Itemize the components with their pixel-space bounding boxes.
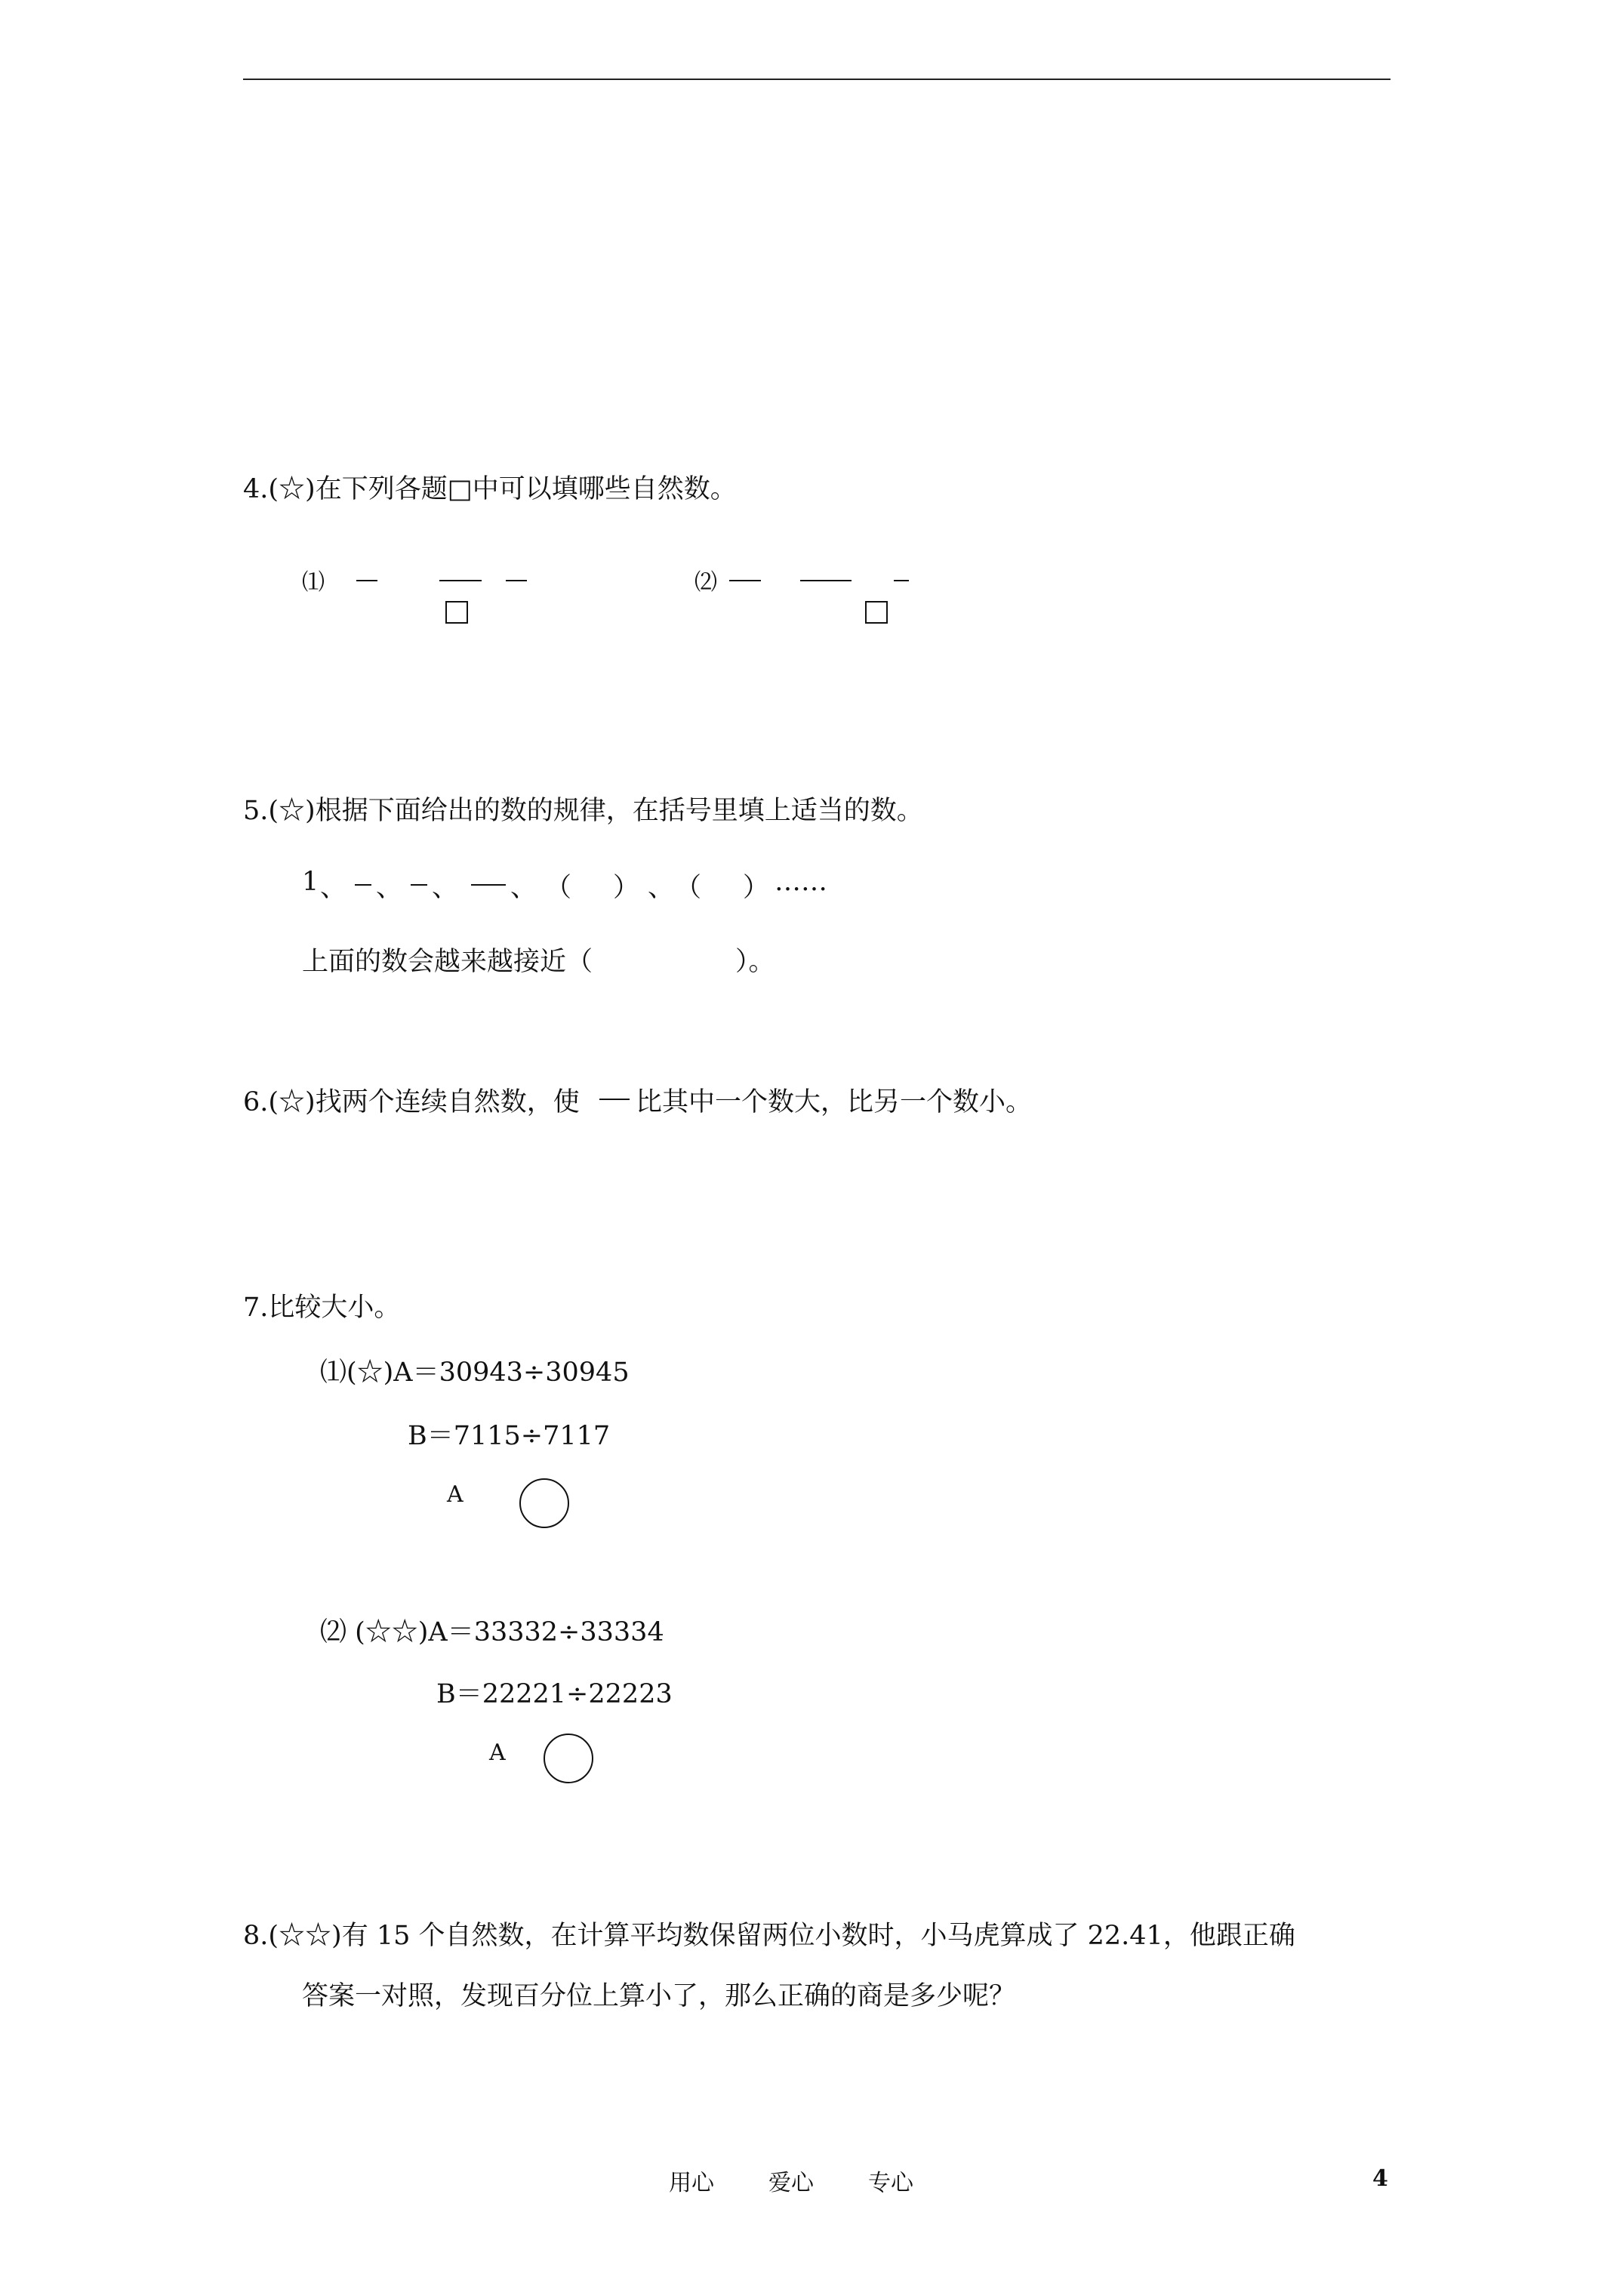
fraction-bar (729, 580, 761, 581)
q5-separator: 、 (376, 873, 403, 903)
fraction-bar (411, 884, 427, 886)
fraction-bar (471, 884, 506, 886)
q6-suffix: 比其中一个数大，比另一个数小。 (636, 1087, 1033, 1117)
fraction-bar (506, 580, 527, 581)
q7-part1-line1: ⑴(☆)A＝30943÷30945 (320, 1358, 630, 1388)
q8-line2: 答案一对照，发现百分位上算小了，那么正确的商是多少呢？ (302, 1981, 1016, 2011)
footer-item: 爱心 (768, 2170, 814, 2196)
q5-open-paren: （ (675, 873, 702, 903)
header-rule (243, 79, 1390, 80)
answer-box[interactable] (865, 601, 888, 624)
fraction-bar (894, 580, 909, 581)
q5-line2-suffix: ）。 (735, 947, 775, 977)
q4-part2-label: ⑵ (694, 569, 717, 596)
q5-title: 5.(☆)根据下面给出的数的规律，在括号里填上适当的数。 (243, 796, 923, 826)
footer-item: 用心 (669, 2170, 714, 2196)
comparison-circle[interactable] (544, 1734, 593, 1783)
q6-prefix: 6.(☆)找两个连续自然数，使 (243, 1087, 580, 1117)
footer-item: 专心 (868, 2170, 913, 2196)
fraction-bar (439, 580, 482, 581)
q5-separator: 、 (510, 873, 537, 903)
q5-separator: 、 (648, 873, 675, 903)
fraction-bar (599, 1099, 630, 1100)
q4-title: 4.(☆)在下列各题□中可以填哪些自然数。 (243, 474, 737, 504)
q5-open-paren: （ (545, 873, 572, 903)
q5-close-paren: ） (743, 873, 770, 903)
q7-part2-a-label: A (489, 1740, 506, 1766)
q5-separator: 、 (320, 873, 347, 903)
q5-separator: 、 (432, 873, 459, 903)
page-number: 4 (1372, 2165, 1388, 2192)
q5-line2-prefix: 上面的数会越来越接近（ (302, 947, 593, 977)
q7-part1-line2: B＝7115÷7117 (408, 1421, 611, 1451)
q4-part1-label: ⑴ (302, 569, 325, 596)
comparison-circle[interactable] (519, 1478, 569, 1528)
q5-ellipsis: …… (775, 867, 827, 897)
q7-part1-a-label: A (447, 1481, 463, 1508)
q7-part2-line2: B＝22221÷22223 (436, 1679, 673, 1709)
q7-title: 7.比较大小。 (243, 1293, 401, 1323)
q5-close-paren: ） (613, 873, 640, 903)
fraction-bar (800, 580, 852, 581)
q7-part2-line1: ⑵ (☆☆)A＝33332÷33334 (320, 1617, 664, 1647)
q8-line1: 8.(☆☆)有 15 个自然数，在计算平均数保留两位小数时，小马虎算成了 22.41，他跟正确 (243, 1921, 1295, 1951)
answer-box[interactable] (445, 601, 468, 624)
q5-sequence-first: 1 (302, 867, 319, 897)
fraction-bar (355, 884, 371, 886)
fraction-bar (356, 580, 377, 581)
